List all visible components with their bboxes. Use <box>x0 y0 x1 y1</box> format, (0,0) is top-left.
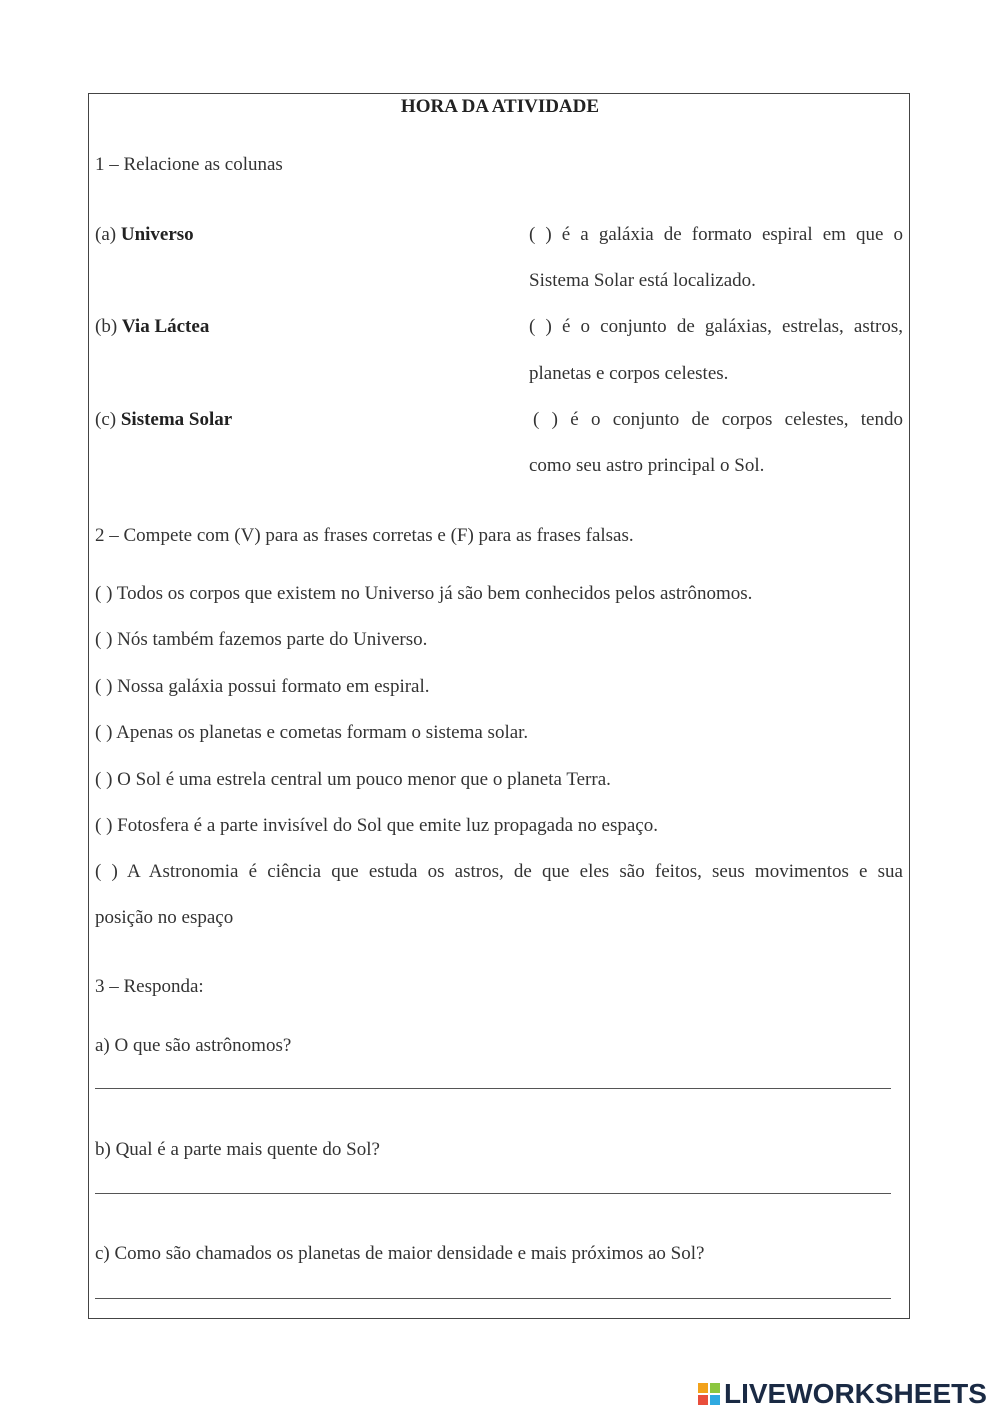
worksheet-title: HORA DA ATIVIDADE <box>400 96 600 117</box>
q3-question-b: b) Qual é a parte mais quente do Sol? <box>95 1139 380 1160</box>
q3-question-a: a) O que são astrônomos? <box>95 1035 292 1056</box>
q1-right-item-3-line2: como seu astro principal o Sol. <box>529 455 765 476</box>
q3-question-c: c) Como são chamados os planetas de maior densidade e mais próximos ao Sol? <box>95 1243 705 1264</box>
q1-right-item-1-line1: ( ) é a galáxia de formato espiral em que o <box>529 224 903 245</box>
q1-right-item-2-line1: ( ) é o conjunto de galáxias, estrelas, astros, <box>529 316 903 337</box>
liveworksheets-logo <box>698 1378 987 1410</box>
q1-right-item-3-line1: ( ) é o conjunto de corpos celestes, tendo <box>533 409 903 430</box>
q2-statement-3: ( ) Nossa galáxia possui formato em espiral. <box>95 676 430 697</box>
q1-right-item-1-line2: Sistema Solar está localizado. <box>529 270 756 291</box>
q2-statement-5: ( ) O Sol é uma estrela central um pouco menor que o planeta Terra. <box>95 769 611 790</box>
q2-statement-6: ( ) Fotosfera é a parte invisível do Sol que emite luz propagada no espaço. <box>95 815 658 836</box>
q2-statement-1: ( ) Todos os corpos que existem no Universo já são bem conhecidos pelos astrônomos. <box>95 583 753 604</box>
q2-heading: 2 – Compete com (V) para as frases corretas e (F) para as frases falsas. <box>95 525 634 546</box>
q3-answer-line-b[interactable] <box>95 1193 891 1194</box>
q1-heading: 1 – Relacione as colunas <box>95 154 283 175</box>
q1-left-item-b: (b) Via Láctea <box>95 316 210 337</box>
q1-left-item-a: (a) Universo <box>95 224 194 245</box>
q1-left-item-c: (c) Sistema Solar <box>95 409 233 430</box>
q1-right-item-2-line2: planetas e corpos celestes. <box>529 363 729 384</box>
q3-answer-line-a[interactable] <box>95 1088 891 1089</box>
q2-statement-4: ( ) Apenas os planetas e cometas formam o sistema solar. <box>95 722 529 743</box>
q3-answer-line-c[interactable] <box>95 1298 891 1299</box>
worksheet-frame <box>88 93 910 1319</box>
q2-statement-7-line2: posição no espaço <box>95 907 234 928</box>
q2-statement-7-line1: ( ) A Astronomia é ciência que estuda os astros, de que eles são feitos, seus movimentos e sua <box>95 861 903 882</box>
q2-statement-2: ( ) Nós também fazemos parte do Universo. <box>95 629 428 650</box>
liveworksheets-logo-text: LIVEWORKSHEETS <box>724 1378 987 1409</box>
liveworksheets-logo-icon <box>698 1383 720 1405</box>
q3-heading: 3 – Responda: <box>95 976 204 997</box>
